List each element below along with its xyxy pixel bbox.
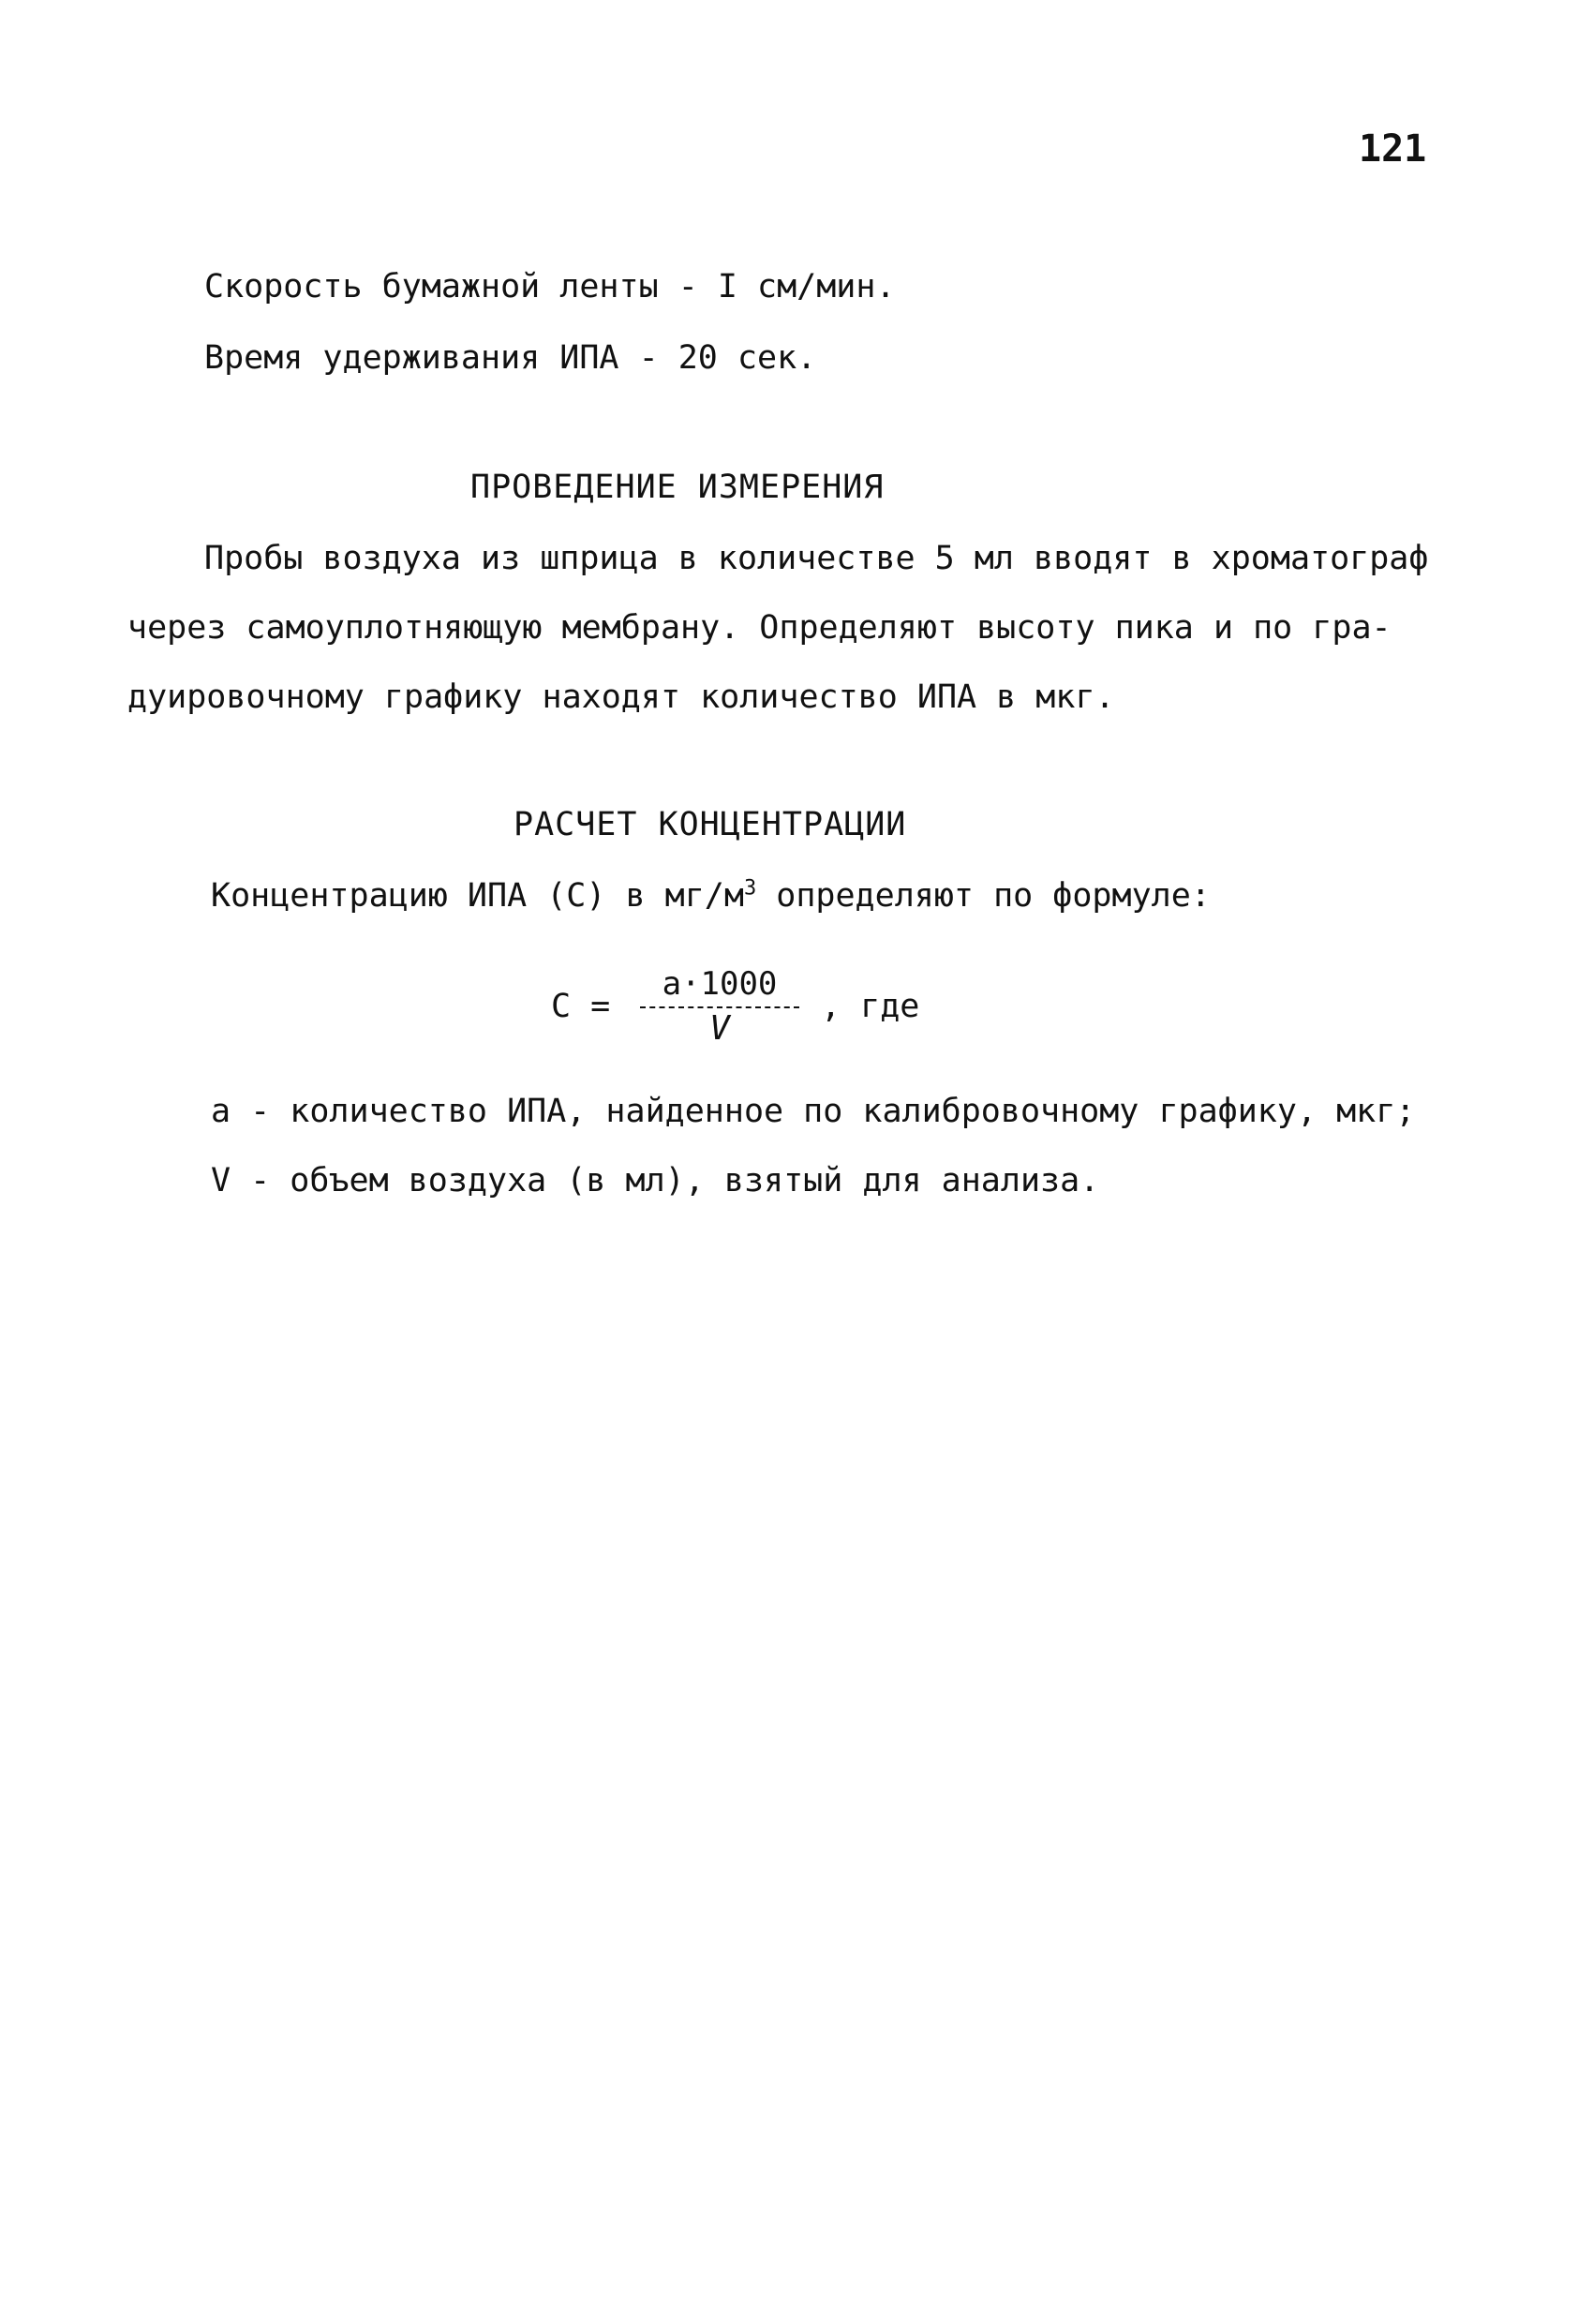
formula-intro-tail: определяют по формуле: <box>756 877 1211 915</box>
formula-rhs: , где <box>821 988 920 1025</box>
paper-speed-line: Скорость бумажной ленты - I см/мин. <box>204 268 896 305</box>
measurement-heading: ПРОВЕДЕНИЕ ИЗМЕРЕНИЯ <box>470 469 885 506</box>
formula-intro-text: Концентрацию ИПА (С) в мг/м <box>211 877 744 915</box>
fraction-bar <box>640 1006 799 1008</box>
measurement-text-line-1: Пробы воздуха из шприца в количестве 5 мл вводят в хроматограф <box>204 540 1429 577</box>
definition-v-line: V - объем воздуха (в мл), взятый для анализа. <box>211 1162 1100 1199</box>
formula-lhs: С = <box>551 988 611 1025</box>
concentration-formula <box>551 965 945 1078</box>
measurement-text-line-3: дуировочному графику находят количество ИПА в мкг. <box>127 678 1115 716</box>
formula-intro-line <box>211 877 1211 915</box>
measurement-text-line-2: через самоуплотняющую мембрану. Определяют высоту пика и по гра- <box>127 609 1392 647</box>
page-number: 121 <box>1359 127 1427 171</box>
formula-fraction <box>640 965 799 1048</box>
formula-denominator: V <box>709 1009 730 1048</box>
retention-time-line: Время удерживания ИПА - 20 сек. <box>204 339 817 377</box>
formula-numerator: a·1000 <box>662 965 778 1003</box>
definition-a-line: а - количество ИПА, найденное по калибровочному графику, мкг; <box>211 1093 1416 1130</box>
calculation-heading: РАСЧЕТ КОНЦЕНТРАЦИИ <box>514 806 907 843</box>
cubic-superscript: 3 <box>743 876 757 901</box>
